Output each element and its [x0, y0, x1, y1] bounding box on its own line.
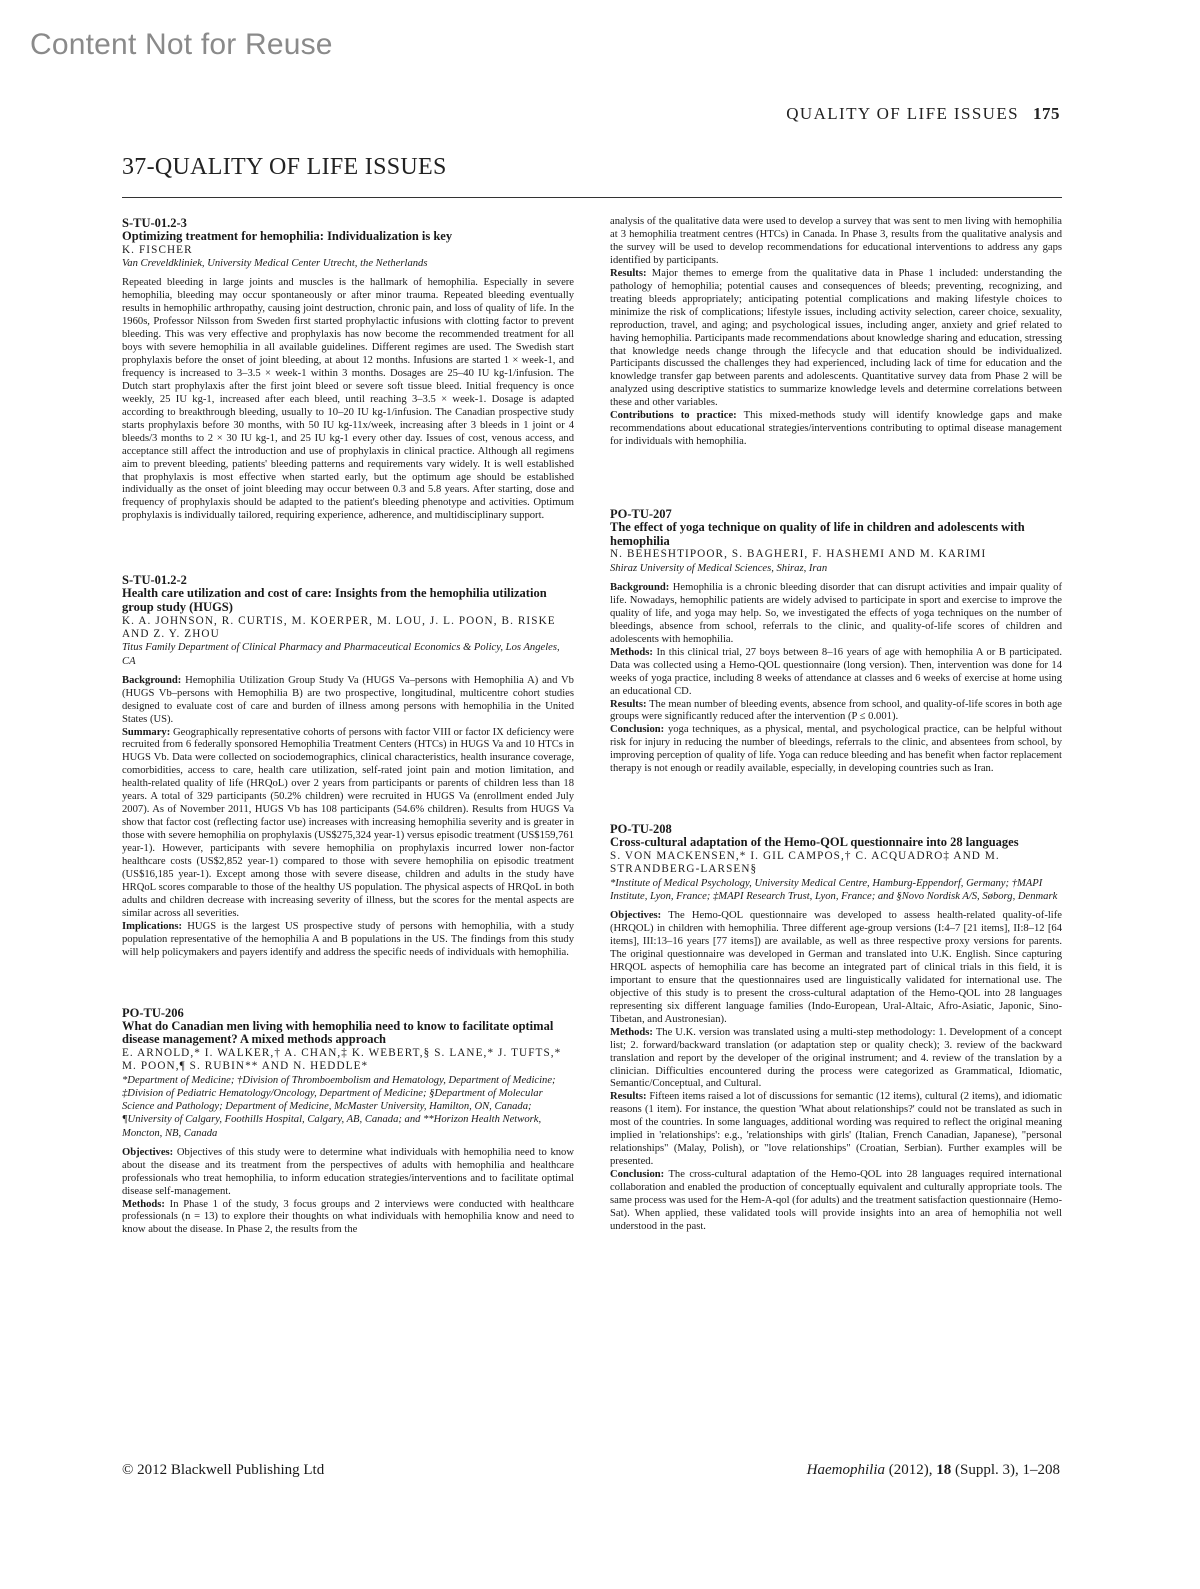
section-title: 37-QUALITY OF LIFE ISSUES — [122, 154, 447, 180]
abstract-methods — [122, 1199, 574, 1238]
abstract-code: PO-TU-208 — [610, 822, 672, 837]
abstract-continued-text: analysis of the qualitative data were used to develop a survey that was sent to men living with hemophilia at 3 hemophilia treatment centres (HTCs) in Canada. In Phase 3, results from the qualitative analysis and the survey will be used to develop recommendations for educational interventions to address any gaps identified by participants. — [610, 216, 1062, 266]
journal-year: (2012), — [888, 1462, 933, 1478]
section-divider — [122, 197, 1062, 198]
section-text: The cross-cultural adaptation of the Hemo-QOL into 28 languages required international collaboration and enabled the production of conceptually equivalent and culturally appropriate tools. The same process was used for the Hem-A-qol (for adults) and the treatment satisfaction questionnaire (Hemo-Sat). When applied, these validated tools will provide insights into an area of hemophilia not well understood in the past. — [610, 1169, 1062, 1232]
section-label: Methods: — [610, 646, 653, 658]
running-head-title: QUALITY OF LIFE ISSUES — [786, 104, 1019, 123]
abstract-authors: S. VON MACKENSEN,* I. GIL CAMPOS,† C. ACQUADRO‡ AND M. STRANDBERG-LARSEN§ — [610, 849, 1000, 876]
abstract-methods — [610, 647, 1062, 699]
section-text: The Hemo-QOL questionnaire was developed to assess health-related quality-of-life (HRQOL) in children with hemophilia. Three different age-group versions (I:4–7 [21 items], II:8–12 [64 items], III:13–16 years [77 items]) are available, as well as three respective proxy versions for parents. The original questionnaire was developed in German and translated into U.K. English. Since capturing HRQOL aspects of hemophilia care has become an integrated part of clinical trials in this field, it is important to ensure that the questionnaires used are linguistically validated for international use. The objective of this study is to present the cross-cultural adaptation of the Hemo-QOL into 28 languages representing six different language families (Indo-European, Ural-Altaic, Afro-Asiatic, Japonic, Sino-Tibetan, and Austronesian). — [610, 910, 1062, 1025]
section-text: Objectives of this study were to determine what individuals with hemophilia need to know about the disease and its treatment from the perspectives of adults with hemophilia and healthcare professionals who treat hemophilia, to inform education strategies/interventions and to facilitate optimal disease self-management. — [122, 1146, 574, 1197]
abstract-s-tu-01-2-3 — [122, 216, 574, 523]
section-text: Hemophilia Utilization Group Study Va (HUGS Va–persons with Hemophilia A) and Vb (HUGS Vb–persons with Hemophilia B) are two prospective, longitudinal, multicentre cohort studies designed to evaluate cost of care and burden of illness among persons with hemophilia in the United States (US). — [122, 674, 574, 725]
abstract-po-tu-208 — [610, 822, 1062, 1234]
abstract-po-tu-207 — [610, 507, 1062, 776]
journal-name: Haemophilia — [806, 1462, 885, 1478]
right-column — [610, 216, 1062, 1272]
section-label: Results: — [610, 698, 647, 710]
section-label: Results: — [610, 267, 647, 279]
abstract-authors: K. FISCHER — [122, 243, 193, 256]
section-label: Summary: — [122, 726, 171, 738]
abstract-objectives — [610, 910, 1062, 1027]
abstract-title: What do Canadian men living with hemophilia need to know to facilitate optimal disease management? A mixed methods approach — [122, 1018, 554, 1047]
running-head — [786, 104, 1060, 124]
abstract-background — [122, 675, 574, 727]
abstract-contributions — [610, 410, 1062, 449]
abstract-results — [610, 699, 1062, 725]
section-label: Objectives: — [122, 1146, 174, 1158]
section-text: The mean number of bleeding events, absence from school, and quality-of-life scores in both age groups were significantly reduced after the intervention (P ≤ 0.001). — [610, 698, 1062, 723]
footer-copyright: © 2012 Blackwell Publishing Ltd — [122, 1462, 325, 1478]
abstract-title: Optimizing treatment for hemophilia: Individualization is key — [122, 229, 453, 243]
abstract-affiliation: Titus Family Department of Clinical Pharmacy and Pharmaceutical Economics & Policy, Los Angeles, CA — [122, 642, 560, 667]
section-label: Conclusion: — [610, 1169, 665, 1181]
abstract-methods — [610, 1027, 1062, 1092]
section-label: Objectives: — [610, 910, 662, 922]
section-label: Methods: — [610, 1026, 653, 1038]
abstract-code: PO-TU-207 — [610, 507, 672, 522]
abstract-code: S-TU-01.2-2 — [122, 573, 187, 588]
section-label: Contributions to practice: — [610, 410, 737, 422]
section-text: Hemophilia is a chronic bleeding disorder that can disrupt activities and impair quality of life. Nowadays, hemophilic patients are widely advised to participate in sport and exercise to improve the quality of life, and yoga may help. So, we investigated the effects of yoga techniques on the number of bleedings, absence from school, referrals to the clinic, and quality-of-life scores of children and adolescents with hemophilia. — [610, 581, 1062, 645]
abstract-code: S-TU-01.2-3 — [122, 216, 187, 230]
abstract-results — [610, 268, 1062, 410]
abstract-implications — [122, 921, 574, 960]
abstract-po-tu-206 — [122, 1006, 574, 1238]
footer-citation — [807, 1462, 1060, 1479]
section-text: This mixed-methods study will identify knowledge gaps and make recommendations about educational strategies/interventions contributing to optimal disease management for individuals with hemophilia. — [610, 410, 1063, 448]
abstract-conclusion — [610, 1169, 1062, 1234]
left-column — [122, 216, 574, 1275]
abstract-affiliation: Van Creveldkliniek, University Medical Center Utrecht, the Netherlands — [122, 258, 428, 269]
section-text: Geographically representative cohorts of persons with factor VIII or factor IX deficiency were recruited from 6 federally sponsored Hemophilia Treatment Centers (HTCs) in HUGS Va and 10 HTCs in HUGS Vb. Data were collected on sociodemographics, clinical characteristics, health insurance coverage, comorbidities, access to care, health care utilization, self-rated joint pain and motion limitation, and health-related quality of life (HRQoL) over 2 years from participants or parents of children less than 18 years. A total of 329 participants (50.2% children) were recruited in HUGS Va (enrollment ended July 2007). As of November 2011, HUGS Vb has 108 participants (54.6% children). Results from HUGS Va show that factor cost (reflecting factor use) increases with increasing hemophilia severity and is greater in those with severe hemophilia on prophylaxis (US$275,324 year-1) versus episodic treatment (US$159,761 year-1). However, participants with severe hemophilia on prophylaxis incurred lower non-factor healthcare costs (US$2,852 year-1) compared to those with severe hemophilia on episodic treatment (US$16,185 year-1). Except among those with severe disease, children and adults in the study have HRQoL scores comparable to those of the healthy US population. The physical aspects of HRQoL in both adults and children decrease with increasing severity of illness, but the scores for the mental aspects are similar across all severities. — [122, 726, 574, 919]
section-label: Background: — [122, 674, 182, 686]
abstract-title: The effect of yoga technique on quality of life in children and adolescents with hemophilia — [610, 520, 1025, 548]
abstract-code: PO-TU-206 — [122, 1005, 184, 1020]
page-number: 175 — [1033, 104, 1060, 123]
section-text: Fifteen items raised a lot of discussions for semantic (12 items), cultural (2 items), and idiomatic reasons (1 item). For instance, the question 'What about relationships?' could not be translated as such in most of the countries. In some languages, additional wording was required to reflect the original meaning implied in 'relationships': e.g., 'relationships with girls' (Italian, French Canadian, Japanese), "personal relationships" (Malay, Polish), or "love relationships" (Croatian, Serbian). Further examples will be presented. — [610, 1091, 1062, 1168]
abstract-body: Repeated bleeding in large joints and muscles is the hallmark of hemophilia. Especially in severe hemophilia, bleeding may occur spontaneously or after minor trauma. Repeated bleeding eventually results in hemophilic arthropathy, causing joint destruction, chronic pain, and loss of quality of life. In the 1960s, Professor Nilsson from Sweden first started prophylactic infusions with clotting factor to prevent bleeding. This was very effective and prophylaxis has now become the recommended treatment for all boys with severe hemophilia in all available guidelines. Different regimes are used. The Swedish start prophylaxis before the onset of joint bleeding, at about 12 months. Infusions are started 1 × week-1, and frequency is increased to 3–3.5 × week-1 within 3 months. Dosages are 25–40 IU kg-1/infusion. The Dutch start prophylaxis after the first joint bleed or severe soft tissue bleed. Initial frequency is once weekly, 25 IU kg-1, increased after each bleed, until reaching 3–3.5 × week-1. Dosage is adapted according to breakthrough bleeding, usually to 10–20 IU kg-1/infusion. The Canadian prospective study starts prophylaxis before 30 months, with 50 IU kg-11x/week, increasing after 3 bleeds in 1 joint or 4 bleeds/3 months to 2 × 30 IU kg-1, and 25 IU kg-1 every other day. Issues of cost, venous access, and acceptance still affect the introduction and use of prophylaxis in clinical practice. Although all regimens aim to prevent bleeding, patients' bleeding patterns and requirements vary widely. It is well established that prophylaxis is most effective when started early, but the optimum age should be established individually as the onset of joint bleeding may occur between 0.3 and 5.8 years. After starting, dose and frequency of prophylaxis should be adapted to the patient's bleeding phenotype and activities. Optimum prophylaxis is individually tailored, requiring experience, adherence, and multidisciplinary support. — [122, 277, 574, 522]
abstract-authors: E. ARNOLD,* I. WALKER,† A. CHAN,‡ K. WEBERT,§ S. LANE,* J. TUFTS,* M. POON,¶ S. RUBIN** AND N. HEDDLE* — [122, 1046, 562, 1073]
abstract-authors: K. A. JOHNSON, R. CURTIS, M. KOERPER, M. LOU, J. L. POON, B. RISKE AND Z. Y. ZHOU — [122, 614, 556, 640]
journal-volume: 18 — [936, 1462, 952, 1478]
section-text: The U.K. version was translated using a multi-step methodology: 1. Development of a concept list; 2. forward/backward translation (or adaptation step or quality check); 3. review of the backward translation and report by the developer of the original instrument; and 4. review of the translation by a clinician. Difficulties encountered during the process were categorized as Grammatical, Idiomatic, Semantic/Conceptual, and Cultural. — [610, 1026, 1062, 1090]
section-label: Results: — [610, 1091, 647, 1103]
section-label: Background: — [610, 581, 670, 593]
abstract-affiliation: *Institute of Medical Psychology, University Medical Centre, Hamburg-Eppendorf, Germany; †MAPI Institute, Lyon, France; ‡MAPI Research Trust, Lyon, France; and §Novo Nordisk A/S, Søborg, Denmark — [610, 877, 1058, 902]
abstract-title: Cross-cultural adaptation of the Hemo-QOL questionnaire into 28 languages — [610, 835, 1019, 850]
section-text: HUGS is the largest US prospective study of persons with hemophilia, with a study population representative of the hemophilia A and B populations in the US. The findings from this study will help policymakers and payers identify and address the specific needs of individuals with hemophilia. — [122, 920, 575, 958]
abstract-po-tu-206-continued — [610, 216, 1062, 449]
section-label: Methods: — [122, 1198, 165, 1210]
section-text: Major themes to emerge from the qualitative data in Phase 1 included: understanding the pathology of hemophilia; potential causes and consequences of bleeds; preventing, recognizing, and treating bleeds appropriately; anticipating potential complications and making lifestyle choices to minimize the risk of complications; lifestyle issues, including activity selection, career choice, sexuality, reproduction, travel, and aging; and psychological issues, including anger, anxiety and grief related to having hemophilia. Participants made recommendations about knowledge sharing and education, stressing that knowledge needs change through the lifecycle and that education should be individualized. Participants discussed the challenges they had experienced, including lack of time for education and the knowledge transfer gap between parents and adolescents. Quantitative survey data from Phase 2 will be analyzed using descriptive statistics to summarize knowledge levels and determine correlations between these and other variables. — [610, 267, 1062, 409]
section-text: yoga techniques, as a physical, mental, and psychological practice, can be helpful without risk for injury in reducing the number of bleedings, referrals to the clinic, and absentees from school, by improving perception of quality of life. Yoga can reduce bleeding and has benefit when factor replacement therapy is not enough or readily available, especially, in developing countries such as Iran. — [610, 724, 1062, 775]
abstract-conclusion — [610, 724, 1062, 776]
abstract-objectives — [122, 1147, 574, 1199]
abstract-results — [610, 1091, 1062, 1169]
abstract-s-tu-01-2-2 — [122, 573, 574, 959]
journal-supplement: (Suppl. 3), 1–208 — [955, 1462, 1060, 1478]
abstract-affiliation: Shiraz University of Medical Sciences, Shiraz, Iran — [610, 562, 828, 574]
abstract-background — [610, 582, 1062, 647]
abstract-affiliation: *Department of Medicine; †Division of Thromboembolism and Hematology, Department of Medicine; ‡Division of Pediatric Hematology/Oncology, Department of Medicine; §Department of Molecular Science and Pathology; Department of Medicine, McMaster University, Hamilton, ON, Canada; ¶University of Calgary, Foothills Hospital, Calgary, AB, Canada; and **Horizon Health Network, Moncton, NB, Canada — [122, 1074, 556, 1139]
watermark: Content Not for Reuse — [30, 28, 333, 61]
abstract-authors: N. BEHESHTIPOOR, S. BAGHERI, F. HASHEMI AND M. KARIMI — [610, 548, 987, 561]
abstract-title: Health care utilization and cost of care: Insights from the hemophilia utilization group study (HUGS) — [122, 586, 547, 614]
section-text: In this clinical trial, 27 boys between 8–16 years of age with hemophilia A or B participated. Data was collected using a Hemo-QOL questionnaire (long version). Then, intervention was done for 14 weeks of yoga practice, including 8 weeks of attendance at classes and 6 weeks of exercise at home using an educational CD. — [610, 646, 1063, 697]
section-text: In Phase 1 of the study, 3 focus groups and 2 interviews were conducted with healthcare professionals (n = 13) to explore their thoughts on what individuals with hemophilia know and need to know about the disease. In Phase 2, the results from the — [122, 1198, 574, 1236]
abstract-summary — [122, 727, 574, 921]
section-label: Conclusion: — [610, 724, 665, 736]
section-label: Implications: — [122, 920, 183, 932]
